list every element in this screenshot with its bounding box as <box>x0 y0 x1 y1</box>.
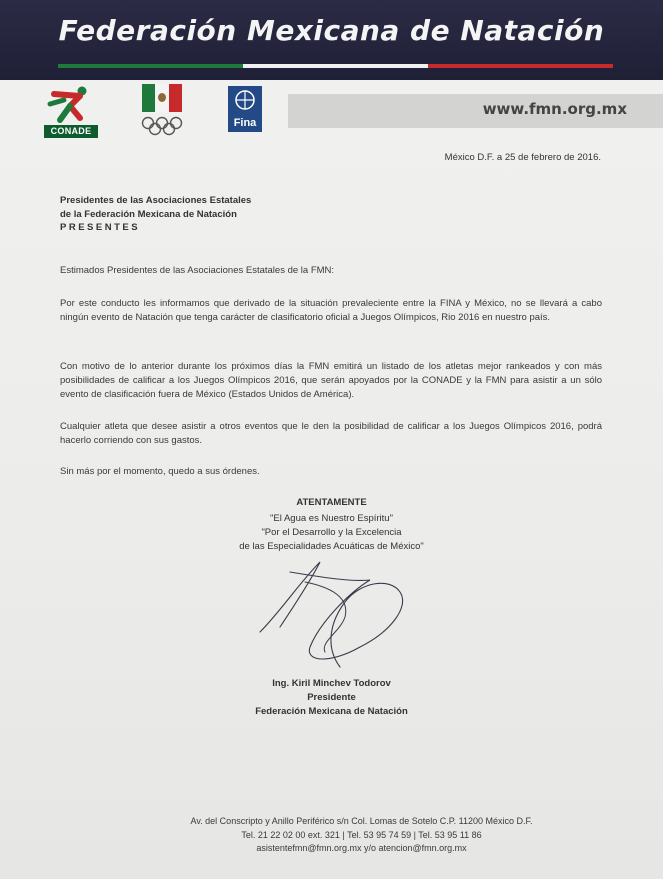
signer-block <box>0 677 663 719</box>
closing-heading: ATENTAMENTE <box>296 497 367 508</box>
fina-label: Fina <box>233 117 257 129</box>
globe-icon <box>228 86 262 114</box>
red-stripe <box>428 64 613 68</box>
footer-emails[interactable]: asistentefmn@fmn.org.mx y/o atencion@fmn.org.mx <box>256 843 467 853</box>
mexico-flag-icon <box>142 84 182 112</box>
footer-address: Av. del Conscripto y Anillo Periférico s/n Col. Lomas de Sotelo C.P. 11200 México D.F. <box>190 816 533 826</box>
recipient-line: de la Federación Mexicana de Natación <box>60 208 237 220</box>
motto-line: "Por el Desarrollo y la Excelencia <box>261 527 402 538</box>
body-paragraph: Con motivo de lo anterior durante los próximos días la FMN emitirá un listado de los atletas mejor rankeados y con más posibilidades de calificar a los Juegos Olímpicos 2016, que serán apoyados por la CONADE y la FMN para asistir a un sólo evento de clasificación fuera de México (Estados Unidos de América). <box>60 361 602 400</box>
logos-row <box>0 80 663 140</box>
conade-label: CONADE <box>44 125 98 138</box>
salutation: Estimados Presidentes de las Asociaciones Estatales de la FMN: <box>60 265 335 276</box>
body-paragraph: Sin más por el momento, quedo a sus órdenes. <box>60 466 260 477</box>
letter-date: México D.F. a 25 de febrero de 2016. <box>444 152 601 163</box>
green-stripe <box>58 64 243 68</box>
header-banner <box>0 0 663 80</box>
recipient-line: Presidentes de las Asociaciones Estatales <box>60 195 252 206</box>
signer-organization: Federación Mexicana de Natación <box>255 706 408 717</box>
footer <box>0 815 663 856</box>
footer-phones: Tel. 21 22 02 00 ext. 321 | Tel. 53 95 74 59 | Tel. 53 95 11 86 <box>241 829 482 840</box>
fina-logo <box>228 86 262 132</box>
olympic-rings-icon <box>138 116 186 136</box>
conade-logo <box>40 84 100 138</box>
handwritten-signature <box>250 552 420 672</box>
body-paragraph: Cualquier atleta que desee asistir a otros eventos que le den la posibilidad de calificar a los Juegos Olímpicos 2016, podrá hacerlo corriendo con sus gastos. <box>60 421 602 446</box>
mexico-olympic-logo <box>138 82 186 138</box>
white-stripe <box>243 64 428 68</box>
runner-icon <box>40 84 100 126</box>
website-bar <box>288 94 663 128</box>
signer-role: Presidente <box>307 692 356 703</box>
body-paragraph: Por este conducto les informamos que derivado de la situación prevaleciente entre la FINA y México, no se llevará a cabo ningún evento de Natación que tenga carácter de clasificatorio oficial a Juegos Olímpicos, Rio 2016 en nuestro país. <box>60 298 602 323</box>
federation-title: Federación Mexicana de Natación <box>58 14 605 47</box>
motto-line: "El Agua es Nuestro Espíritu" <box>270 513 393 524</box>
recipient-block <box>60 194 251 235</box>
motto-line: de las Especialidades Acuáticas de México" <box>239 541 424 552</box>
recipient-line: PRESENTES <box>60 222 141 233</box>
signer-name: Ing. Kiril Minchev Todorov <box>272 678 391 689</box>
website-link[interactable]: www.fmn.org.mx <box>482 100 627 118</box>
